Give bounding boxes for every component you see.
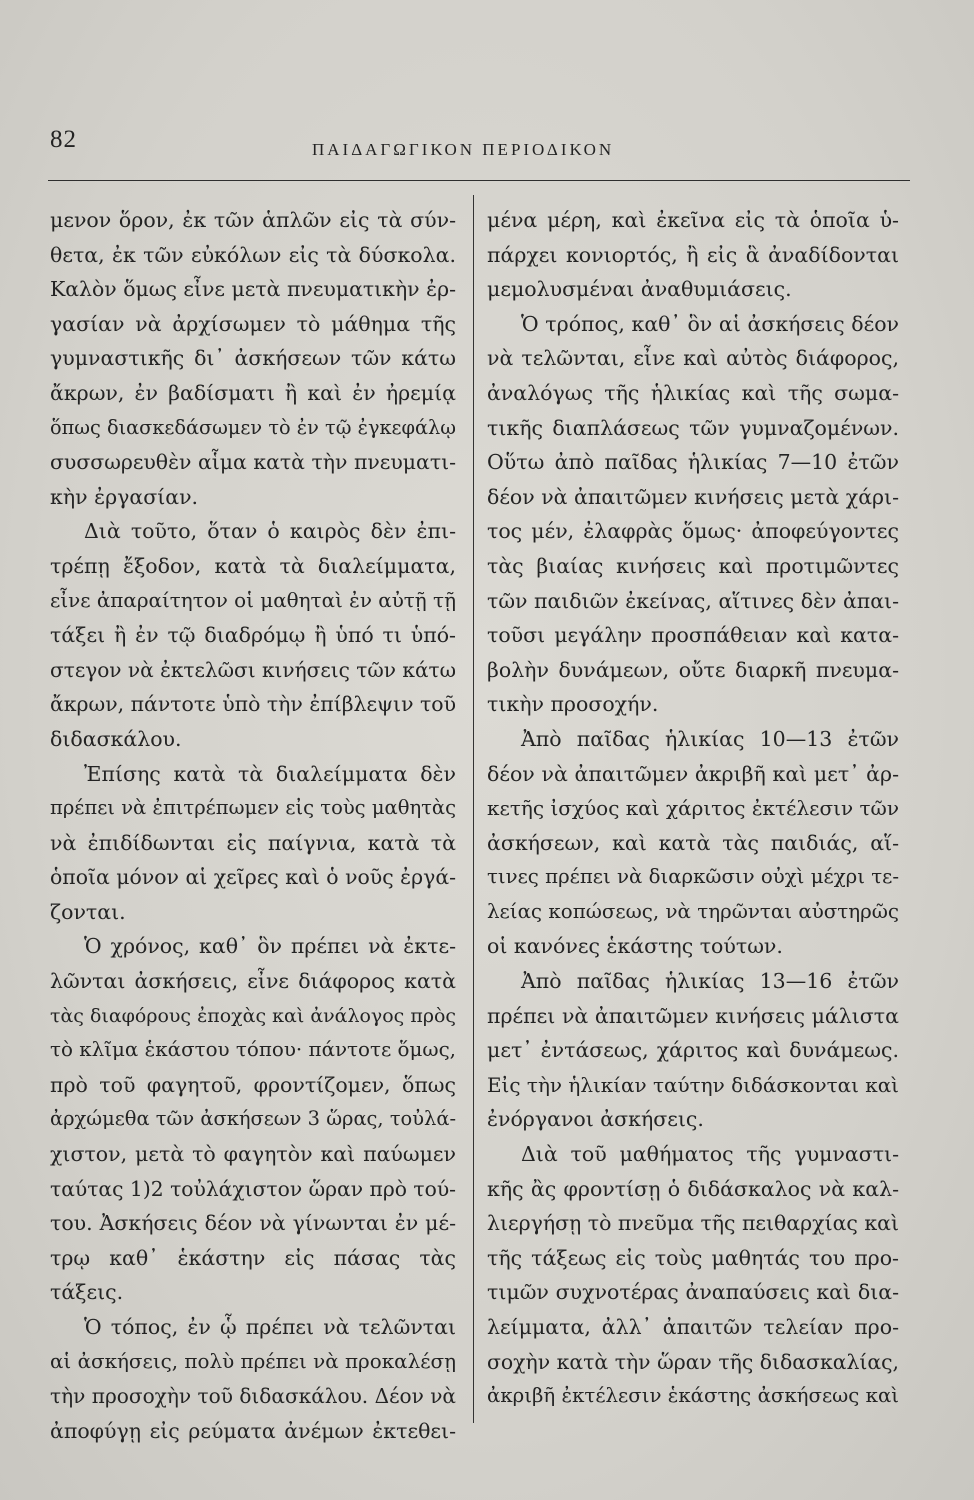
text-line: βολὴν δυνάμεων, οὔτε διαρκῆ πνευμα- <box>487 657 899 682</box>
text-line: κῆς ἂς φροντίσῃ ὁ διδάσκαλος νὰ καλ- <box>487 1176 899 1201</box>
text-line: τῆς τάξεως εἰς τοὺς μαθητάς του προ- <box>487 1245 899 1270</box>
text-line: μένα μέρη, καὶ ἐκεῖνα εἰς τὰ ὁποῖα ὑ- <box>487 208 899 232</box>
header-rule <box>48 180 910 181</box>
text-line: τάξεις. <box>50 1280 124 1305</box>
text-line: Ὁ χρόνος, καθ᾽ ὃν πρέπει νὰ ἐκτε- <box>84 934 456 959</box>
text-line: ταύτας 1)2 τοὐλάχιστον ὥραν πρὸ τού- <box>50 1176 456 1201</box>
column-divider <box>473 195 474 1423</box>
text-line: του. Ἀσκήσεις δέον νὰ γίνωνται ἐν μέ- <box>50 1211 456 1236</box>
text-line: Ὁ τρόπος, καθ᾽ ὃν αἱ ἀσκήσεις δέον <box>521 311 899 336</box>
text-line: Οὕτω ἀπὸ παῖδας ἡλικίας 7—10 ἐτῶν <box>487 450 899 475</box>
text-line: λείμματα, ἀλλ᾽ ἀπαιτῶν τελείαν προ- <box>487 1315 899 1339</box>
text-line: νὰ τελῶνται, εἶνε καὶ αὐτὸς διάφορος, <box>487 346 899 371</box>
text-line: τὴν προσοχὴν τοῦ διδασκάλου. Δέον νὰ <box>50 1384 456 1409</box>
text-line: διδασκάλου. <box>50 726 182 751</box>
text-line: δέον νὰ ἀπαιτῶμεν κινήσεις μετὰ χάρι- <box>487 484 899 509</box>
text-line: ἀσκήσεων, καὶ κατὰ τὰς παιδιάς, αἵ- <box>487 830 899 855</box>
text-line: τὸ κλῖμα ἑκάστου τόπου· πάντοτε ὅμως, <box>50 1038 456 1062</box>
text-line: αἱ ἀσκήσεις, πολὺ πρέπει νὰ προκαλέσῃ <box>50 1349 456 1373</box>
text-line: ἄκρων, ἐν βαδίσματι ἢ καὶ ἐν ἠρεμίᾳ <box>50 380 456 405</box>
text-line: ἀρχώμεθα τῶν ἀσκήσεων 3 ὥρας, τοὐλά- <box>50 1107 456 1131</box>
text-line: στεγον νὰ ἐκτελῶσι κινήσεις τῶν κάτω <box>50 657 456 682</box>
text-line: τῶν παιδιῶν ἐκείνας, αἵτινες δὲν ἀπαι- <box>487 588 899 613</box>
text-line: Εἰς τὴν ἡλικίαν ταύτην διδάσκονται καὶ <box>487 1072 899 1097</box>
text-line: Ἀπὸ παῖδας ἡλικίας 10—13 ἐτῶν <box>521 726 899 751</box>
text-line: Διὰ τοῦ μαθήματος τῆς γυμναστι- <box>521 1142 899 1167</box>
text-line: τιμῶν συχνοτέρας ἀναπαύσεις καὶ δια- <box>487 1280 899 1305</box>
text-line: εἶνε ἀπαραίτητον οἱ μαθηταὶ ἐν αὐτῇ τῇ <box>50 588 456 612</box>
text-line: πάρχει κονιορτός, ἢ εἰς ἃ ἀναδίδονται <box>487 242 899 267</box>
text-line: ὅπως διασκεδάσωμεν τὸ ἐν τῷ ἐγκεφάλῳ <box>50 415 456 439</box>
text-line: οἱ κανόνες ἑκάστης τούτων. <box>487 934 783 959</box>
text-line: τικὴν προσοχήν. <box>487 692 659 717</box>
text-line: μετ᾽ ἐντάσεως, χάριτος καὶ δυνάμεως. <box>487 1038 899 1063</box>
text-line: τάξει ἢ ἐν τῷ διαδρόμῳ ἢ ὑπό τι ὑπό- <box>50 623 456 648</box>
text-line: μεμολυσμέναι ἀναθυμιάσεις. <box>487 277 792 302</box>
text-line: Ὁ τόπος, ἐν ᾧ πρέπει νὰ τελῶνται <box>84 1315 456 1339</box>
text-line: τικῆς διαπλάσεως τῶν γυμναζομένων. <box>487 415 899 440</box>
text-line: Ἐπίσης κατὰ τὰ διαλείμματα δὲν <box>84 761 456 786</box>
text-line: πρέπει νὰ ἐπιτρέπωμεν εἰς τοὺς μαθητὰς <box>50 796 456 820</box>
text-line: τινες πρέπει νὰ διαρκῶσιν οὐχὶ μέχρι τε- <box>487 865 899 889</box>
text-line: γυμναστικῆς δι᾽ ἀσκήσεων τῶν κάτω <box>50 346 456 371</box>
text-line: τρέπῃ ἔξοδον, κατὰ τὰ διαλείμματα, <box>50 553 456 578</box>
text-line: Διὰ τοῦτο, ὅταν ὁ καιρὸς δὲν ἐπι- <box>84 519 456 544</box>
text-line: ἀποφύγῃ εἰς ρεύματα ἀνέμων ἐκτεθει- <box>50 1418 456 1443</box>
text-line: τοῦσι μεγάλην προσπάθειαν καὶ κατα- <box>487 623 899 648</box>
text-line: θετα, ἐκ τῶν εὐκόλων εἰς τὰ δύσκολα. <box>50 242 456 267</box>
right-column <box>487 203 899 1414</box>
text-line: πρέπει νὰ ἀπαιτῶμεν κινήσεις μάλιστα <box>487 1003 899 1028</box>
text-line: ὁποῖα μόνον αἱ χεῖρες καὶ ὁ νοῦς ἐργά- <box>50 865 456 890</box>
text-line: Ἀπὸ παῖδας ἡλικίας 13—16 ἐτῶν <box>521 969 899 994</box>
text-line: λείας κοπώσεως, νὰ τηρῶνται αὐστηρῶς <box>487 899 899 923</box>
text-line: κὴν ἐργασίαν. <box>50 484 199 509</box>
text-line: ζονται. <box>50 899 126 924</box>
text-line: λῶνται ἀσκήσεις, εἶνε διάφορος κατὰ <box>50 969 456 994</box>
text-line: τὰς διαφόρους ἐποχὰς καὶ ἀνάλογος πρὸς <box>50 1004 456 1027</box>
page-number: 82 <box>50 126 77 153</box>
text-line: ἐνόργανοι ἀσκήσεις. <box>487 1107 704 1132</box>
text-line: νὰ ἐπιδίδωνται εἰς παίγνια, κατὰ τὰ <box>50 830 456 855</box>
text-line: ἄκρων, πάντοτε ὑπὸ τὴν ἐπίβλεψιν τοῦ <box>50 692 456 717</box>
text-line: τὰς βιαίας κινήσεις καὶ προτιμῶντες <box>487 553 899 578</box>
text-line: πρὸ τοῦ φαγητοῦ, φροντίζομεν, ὅπως <box>50 1072 456 1097</box>
text-line: Καλὸν ὅμως εἶνε μετὰ πνευματικὴν ἐρ- <box>50 277 456 302</box>
text-line: σοχὴν κατὰ τὴν ὥραν τῆς διδασκαλίας, <box>487 1349 899 1374</box>
text-line: γασίαν νὰ ἀρχίσωμεν τὸ μάθημα τῆς <box>50 311 456 336</box>
text-line: χιστον, μετὰ τὸ φαγητὸν καὶ παύωμεν <box>50 1142 456 1167</box>
text-line: τος μέν, ἐλαφρὰς ὅμως· ἀποφεύγοντες <box>487 519 899 544</box>
left-column <box>50 203 456 1448</box>
text-line: συσσωρευθὲν αἷμα κατὰ τὴν πνευματι- <box>50 450 456 475</box>
text-line: μενον ὅρον, ἐκ τῶν ἁπλῶν εἰς τὰ σύν- <box>50 208 456 232</box>
text-line: λιεργήσῃ τὸ πνεῦμα τῆς πειθαρχίας καὶ <box>487 1211 899 1236</box>
running-head: ΠΑΙΔΑΓΩΓΙΚΟΝ ΠΕΡΙΟΔΙΚΟΝ <box>312 140 615 159</box>
text-line: τρῳ καθ᾽ ἑκάστην εἰς πάσας τὰς <box>50 1245 456 1270</box>
text-line: δέον νὰ ἀπαιτῶμεν ἀκριβῆ καὶ μετ᾽ ἀρ- <box>487 761 899 786</box>
text-line: κετῆς ἰσχύος καὶ χάριτος ἐκτέλεσιν τῶν <box>487 796 899 821</box>
text-line: ἀναλόγως τῆς ἡλικίας καὶ τῆς σωμα- <box>487 380 899 405</box>
text-line: ἀκριβῆ ἐκτέλεσιν ἑκάστης ἀσκήσεως καὶ <box>487 1384 899 1408</box>
